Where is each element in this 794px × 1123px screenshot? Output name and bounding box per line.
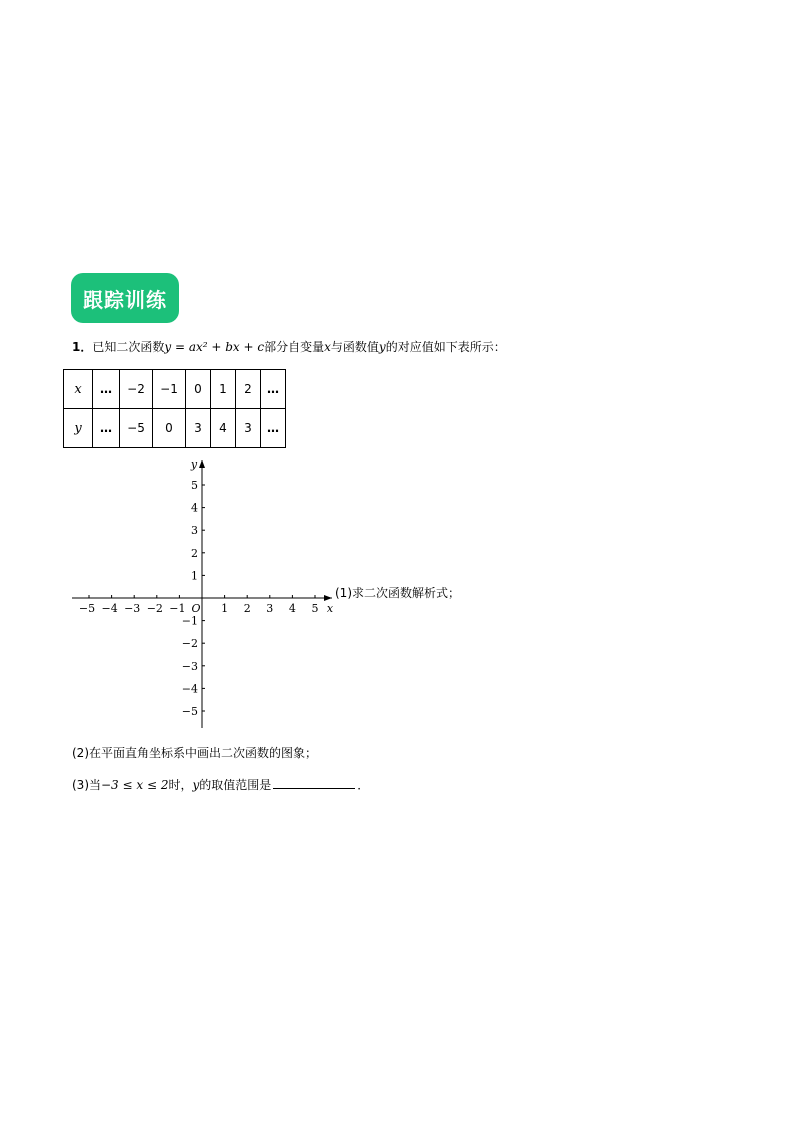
table-cell: 2 — [236, 370, 261, 409]
question-formula: y = ax² + bx + c — [164, 340, 265, 354]
x-tick-label: 4 — [288, 602, 296, 615]
x-axis-label: x — [326, 602, 334, 615]
y-tick-label: −5 — [181, 705, 198, 718]
question-intro: 已知二次函数 — [92, 340, 165, 354]
x-tick-label: −1 — [169, 602, 186, 615]
x-tick-label: −5 — [78, 602, 96, 615]
table-cell: −2 — [120, 370, 153, 409]
y-tick-label: −3 — [181, 659, 198, 673]
section-badge-label: 跟踪训练 — [83, 287, 167, 312]
table-cell: 0 — [186, 370, 211, 409]
table-cell: y — [64, 409, 93, 448]
part-1-text: (1)求二次函数解析式； — [335, 586, 460, 600]
table-cell: x — [64, 370, 93, 409]
x-tick-label: −3 — [124, 602, 141, 615]
part-2-text: (2)在平面直角坐标系中画出二次函数的图象； — [72, 746, 317, 760]
y-tick-label: 1 — [191, 569, 198, 583]
part-3-prefix: (3)当 — [72, 778, 101, 792]
table-cell: 4 — [211, 409, 236, 448]
y-tick-label: −2 — [181, 637, 198, 651]
y-tick-label: 2 — [191, 546, 198, 560]
question-var-x: x — [324, 340, 331, 354]
part-3-end: ． — [357, 778, 370, 792]
table-cell: 1 — [211, 370, 236, 409]
part-3-condition: −3 ≤ x ≤ 2 — [101, 778, 169, 792]
table-cell: 0 — [153, 409, 186, 448]
question-mid1: 部分自变量 — [264, 340, 325, 354]
x-tick-label: 3 — [266, 602, 274, 615]
y-tick-label: −4 — [181, 682, 198, 696]
y-tick-label: −1 — [181, 614, 198, 628]
question-end: 的对应值如下表所示： — [385, 340, 506, 354]
y-tick-label: 5 — [191, 479, 198, 492]
y-tick-label: 4 — [191, 501, 198, 515]
table-cell: … — [261, 409, 286, 448]
x-tick-label: 1 — [221, 602, 229, 615]
x-tick-label: 2 — [243, 602, 251, 615]
question-mid2: 与函数值 — [330, 340, 379, 354]
table-cell: … — [93, 409, 120, 448]
x-axis-arrow — [324, 595, 332, 601]
table-cell: −5 — [120, 409, 153, 448]
answer-blank[interactable] — [273, 776, 355, 789]
part-3-var: y — [192, 778, 200, 792]
part-3-mid: 时， — [168, 778, 193, 792]
part-3-text — [72, 776, 369, 793]
origin-label: O — [191, 602, 201, 615]
x-tick-label: 5 — [311, 602, 319, 615]
table-cell: −1 — [153, 370, 186, 409]
y-axis-label: y — [190, 458, 198, 471]
table-cell: 3 — [186, 409, 211, 448]
y-tick-label: 3 — [191, 524, 198, 538]
y-axis-arrow — [199, 460, 205, 468]
table-cell: … — [93, 370, 120, 409]
part-3-suffix: 的取值范围是 — [199, 778, 272, 792]
question-number: 1． — [72, 340, 93, 354]
question-var-y: y — [378, 340, 386, 354]
x-tick-label: −2 — [146, 602, 163, 615]
x-tick-label: −4 — [101, 602, 118, 615]
table-cell: … — [261, 370, 286, 409]
table-cell: 3 — [236, 409, 261, 448]
